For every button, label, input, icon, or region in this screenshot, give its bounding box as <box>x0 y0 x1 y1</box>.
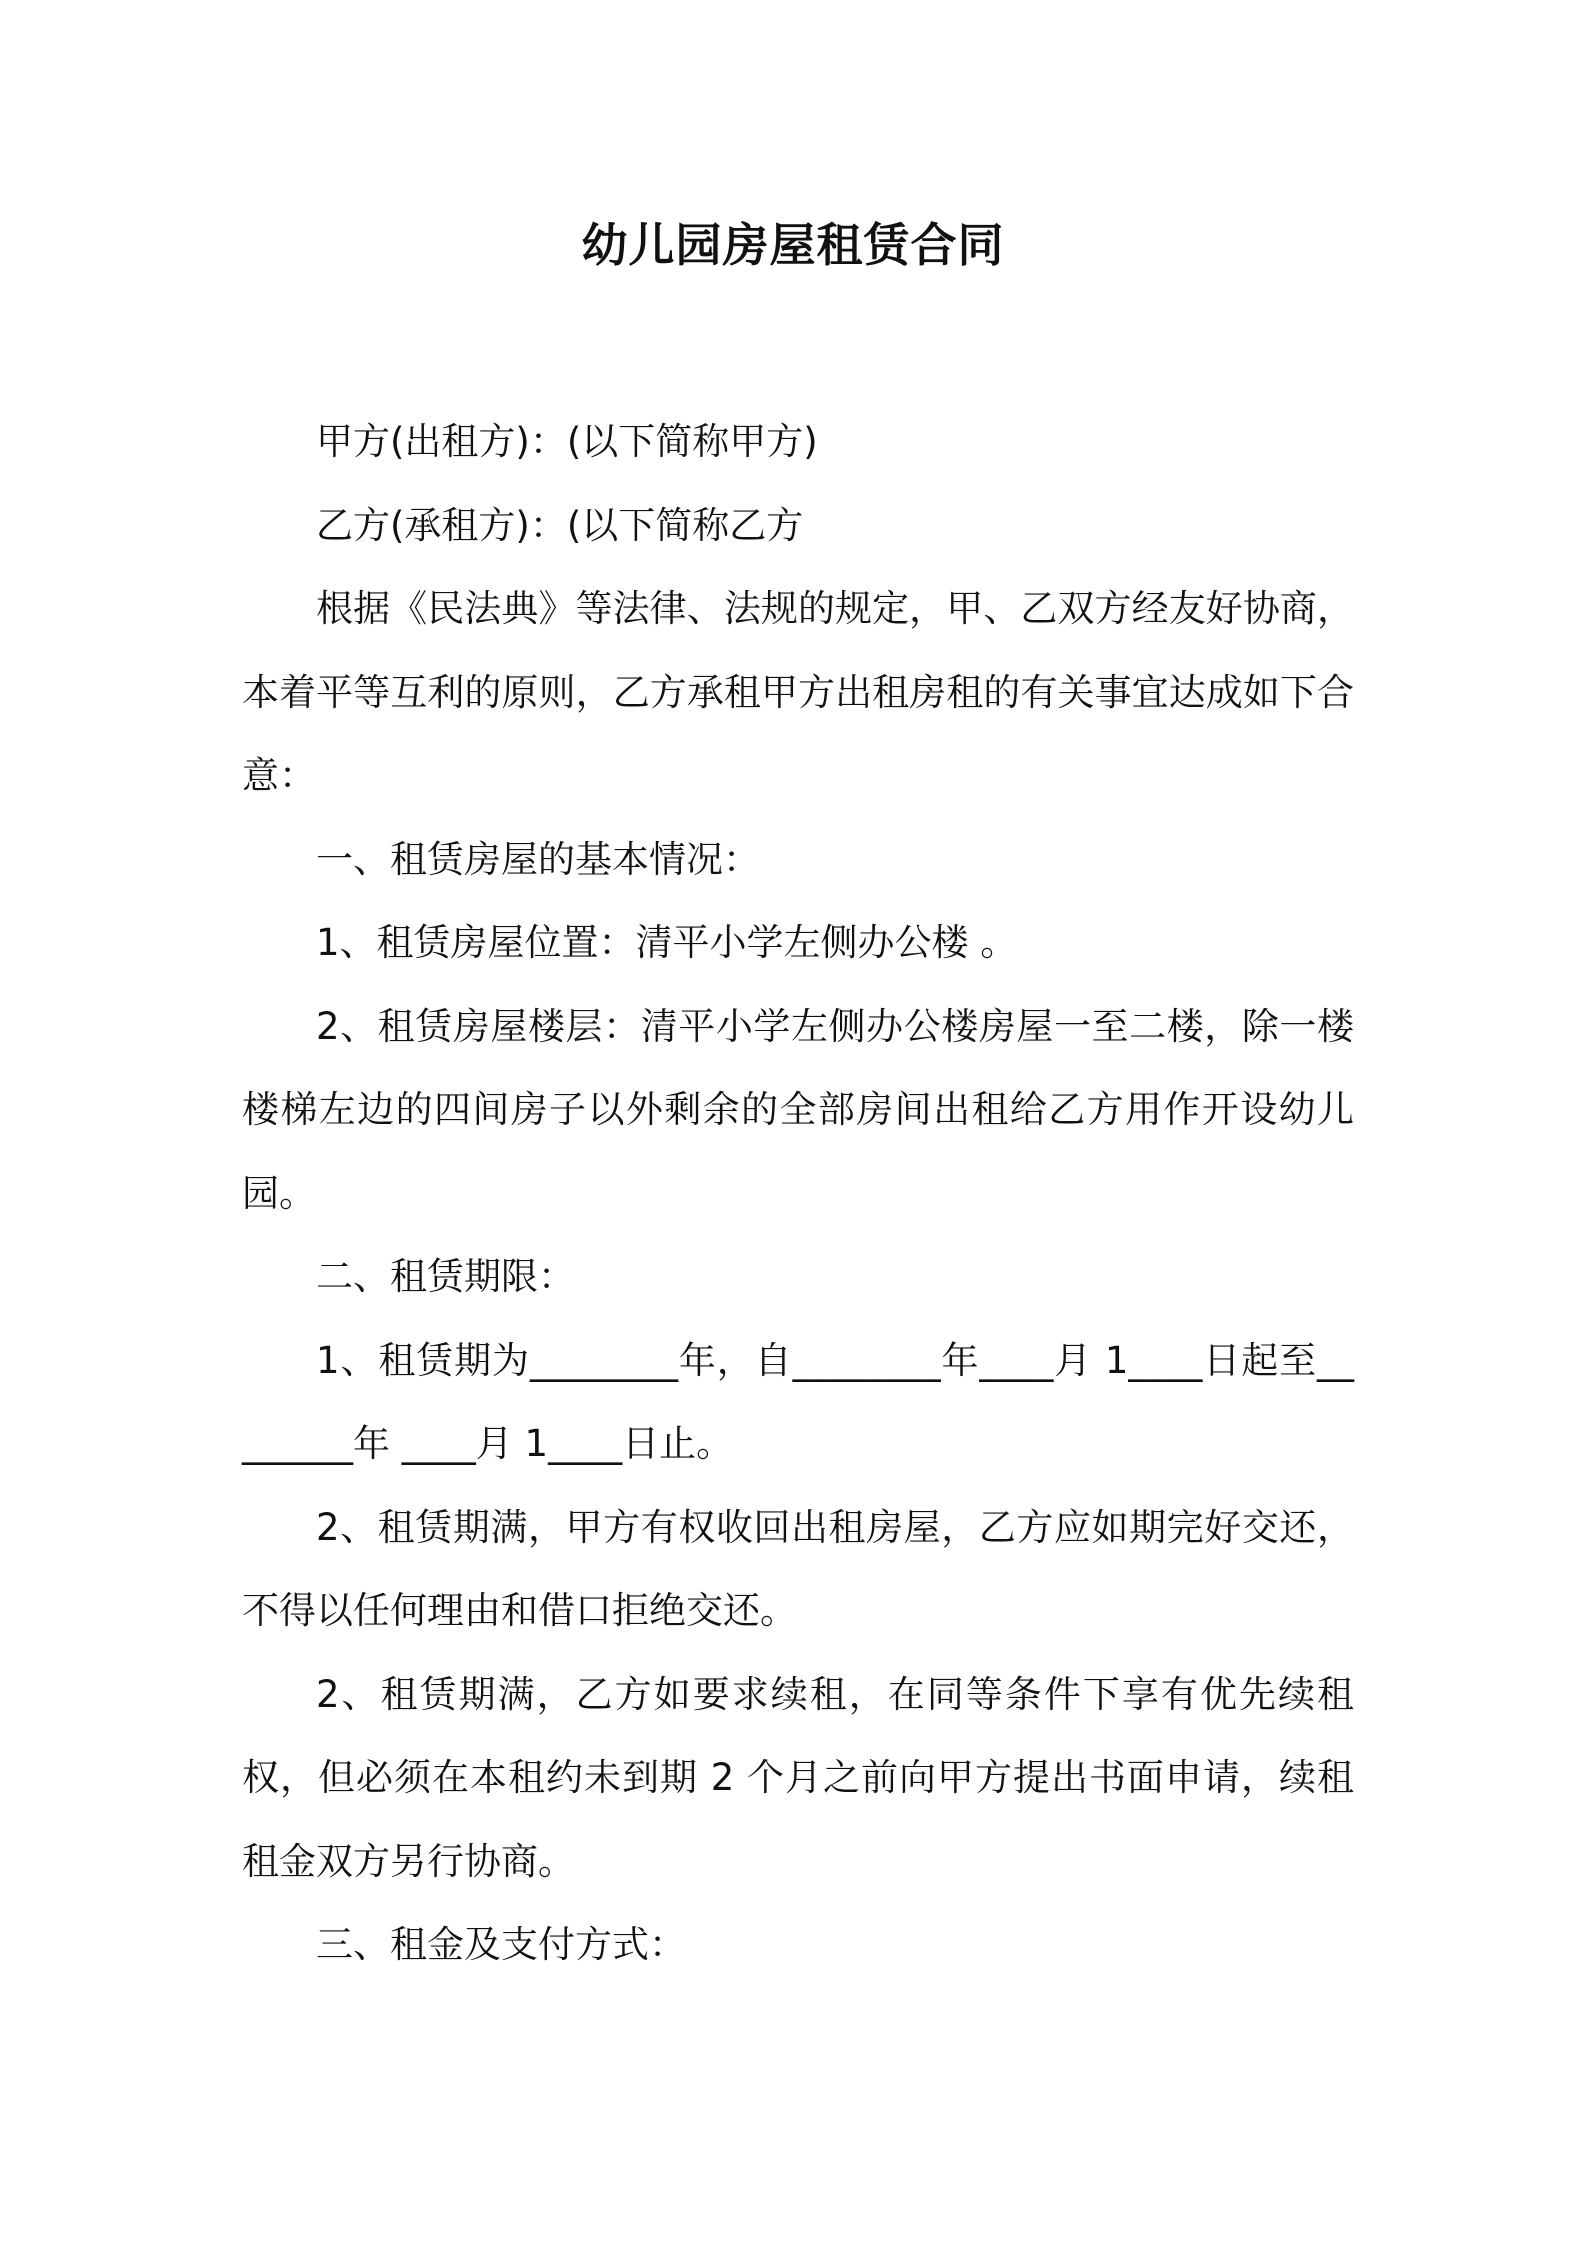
party-a-line: 甲方(出租方)：(以下简称甲方) <box>316 420 818 463</box>
document-body <box>242 400 1354 1987</box>
section-heading-2: 二、租赁期限： <box>316 1255 575 1298</box>
preamble-paragraph: 根据《民法典》等法律、法规的规定，甲、乙双方经友好协商，本着平等互利的原则，乙方承租甲方出租房租的有关事宜达成如下合意： <box>242 587 1354 797</box>
clause-2-1: 1、租赁期为________年，自________年____月 1____日起至________年 ____月 1____日止。 <box>242 1338 1354 1465</box>
document-title: 幼儿园房屋租赁合同 <box>581 218 1005 272</box>
clause-1-2: 2、租赁房屋楼层：清平小学左侧办公楼房屋一至二楼，除一楼楼梯左边的四间房子以外剩余的全部房间出租给乙方用作开设幼儿园。 <box>242 1004 1354 1215</box>
party-b-line: 乙方(承租方)：(以下简称乙方 <box>316 503 804 547</box>
section-heading-3: 三、租金及支付方式： <box>316 1923 686 1966</box>
clause-1-1: 1、租赁房屋位置：清平小学左侧办公楼 。 <box>316 921 1018 964</box>
clause-2-2: 2、租赁期满，甲方有权收回出租房屋，乙方应如期完好交还，不得以任何理由和借口拒绝交还。 <box>242 1505 1354 1632</box>
section-heading-1: 一、租赁房屋的基本情况： <box>316 837 760 881</box>
clause-2-3: 2、租赁期满，乙方如要求续租，在同等条件下享有优先续租权，但必须在本租约未到期 2 个月之前向甲方提出书面申请，续租租金双方另行协商。 <box>242 1672 1354 1883</box>
